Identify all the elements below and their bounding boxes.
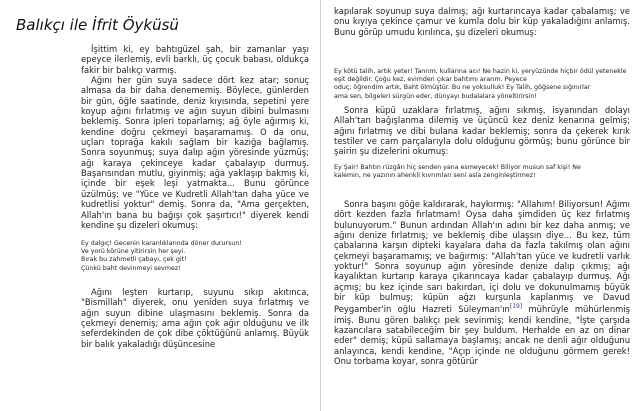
left-poem-line: Ve yorü körüne yitirirsin her şeyi. (81, 248, 186, 256)
right-poem-line: kalemin, ne yazının ahenkli kıvrımları seni asla zenginleştirmez! (334, 172, 536, 180)
right-poem-line: ama sen, bilgeleri sürgün eder, dünyayı budalalara yöneltirirsin! (334, 92, 537, 100)
right-paragraph-3-text-cont: mührüyle mühürlenmiş imiş. Bunu gören balıkçı pek sevinmiş; kendi kendine, "İşte çarşıda kazancılara satabileceğim bir şey buldum. Herhalde en az on dinar eder" demiş; küpü sallamaya başlamış; ancak ne denli ağır olduğunu anlayınca, kendi kendine, "Açıp içinde ne olduğunu görmem gerek! Onu torbama koyar, sonra götürür (334, 304, 630, 366)
footnote-link[interactable]: [19] (509, 303, 523, 311)
left-poem-line: Bırak bu zahmetli çabayı, çek git! (81, 256, 187, 264)
right-poem-line: Ey Şair! Bahtın rüzgârı hiç senden yana esmeyecek! Biliyor musun saf kişi! Ne (334, 164, 581, 171)
left-paragraph-1: İşittim ki, ey bahtıgüzel şah, bir zamanlar yaşı epeyce ilerlemiş, evli barklı, üç çocuk babası, oldukça fakir bir balıkçı varmış. (81, 44, 309, 75)
right-paragraph-1: kapılarak soyunup suya dalmış; ağı kurtarıncaya kadar çabalamış; ve onu kıyıya çekince çamur ve kumla dolu bir küp yakaladığını anlamış. Bunu görüp umudu kırılınca, şu dizeleri okumuş: (334, 6, 630, 37)
right-paragraph-3 (334, 199, 630, 366)
left-poem-line: Çünkü baht devinmeyi sevmez! (81, 264, 181, 272)
right-poem-line: Ey kötü talih, artık yeter! Tanrım, kullarına acı! Ne hazin ki, yeryüzünde hiçbir ödül yetenekle eşit değildir. Çoğu kez, evimden çıkar bahtımı ararım. Peyece (334, 68, 627, 84)
left-paragraph-3: Ağını leşten kurtarıp, suyunu sıkıp akıtınca, "Bismillah" diyerek, onu yeniden suya fırlatmış ve ağın suyun dibine ulaşmasını beklemiş. Sonra da çekmeyi denemiş; ama ağın çok ağır olduğunu ve ilk seferdekinden de çok dibe çöktüğünü anlamış. Büyük bir balık yakaladığı düşüncesine (81, 287, 309, 349)
right-paragraph-2: Sonra küpü uzaklara fırlatmış, ağını sıkmış, isyanından dolayı Allah'tan bağışlanma dilemiş ve üçüncü kez deniz kenarına gelmiş; ağını fırlatmış ve dibi bulana kadar beklemiş; sonra da çekerek kırık testiler ve cam parçalarıyla dolu olduğunu görmüş; bunu görünce bir şairin şu dizelerini okumuş: (334, 105, 630, 157)
story-title: Balıkçı ile İfrit Öyküsü (16, 16, 179, 34)
left-page (0, 0, 318, 411)
left-poem-line: Ey dalgıç! Gecenin karanlıklarında döner durursun! (81, 240, 242, 247)
right-paragraph-3-text: Sonra başını göğe kaldırarak, haykırmış: "Allahım! Biliyorsun! Ağımı dört kezden fazla fırlatmam! Oysa daha şimdiden üç kez fırlatmış bulunuyorum." Bunun ardından Allah'ın adını bir kez daha anmış; ve ağını denize fırlatmış; ve beklemiş dibe ulaşsın diye... Bu kez, tüm çabalarına karşın dipteki kayalara daha da fazla takılmış olan ağını çekmeyi başaramamış; ve bağırmış: "Allah'tan yüce ve kudretli varlık yoktur!" Sonra soyunup ağın yöresinde denize dalıp çıkmış; ağı kayalıktan kurtarıp karaya çıkarıncaya kadar çabalayıp durmuş. Ağı açmış; bu kez içinde sarı bakırdan, içi dolu ve dokunulmamış büyük bir küp bulmuş; küpün ağzı kurşunla kaplanmış ve Davud Peygamber'in oğlu Hazreti Süleyman'ın (334, 199, 630, 315)
right-page (324, 0, 640, 411)
right-poem-line: oduç; öğrendim artık, Baht ölmüştür. Bu ne yoksulluk! Ey Talih, göğsene sığınırlar (334, 84, 591, 92)
page-divider (320, 0, 321, 411)
left-paragraph-2: Ağını her gün suya sadece dört kez atar; sonuç almasa da bir daha denememiş. Böylece, günlerden bir gün, öğle saatinde, deniz kıyısında, sepetini yere koyup ağını fırlatmış ve ağın suyun dibini bulmasını beklemiş. Sonra ipleri toparlamış; ağ öyle ağırmış ki, kendine doğru çekmeyi başaramamış. O da onu, uçları toprağa kakılı sağlam bir kazığa bağlamış. Sonra soyunmuş; suya dalıp ağın yöresinde yüzmüş; ağı karaya çekinceye kadar çabalayıp durmuş. Başarısından mutlu, giyinmiş; ağa yaklaşıp bakmış ki, içinde bir eşek leşi yatmakta... Bunu görünce üzülmüş; ve "Yüce ve Kudretli Allah'tan daha yüce ve kudretlisi yoktur" demiş. Sonra da, "Ama gerçekten, Allah'ın bana bu bağışı çok şaşırtıcı!" diyerek kendi kendine şu dizeleri okumuş: (81, 75, 309, 230)
